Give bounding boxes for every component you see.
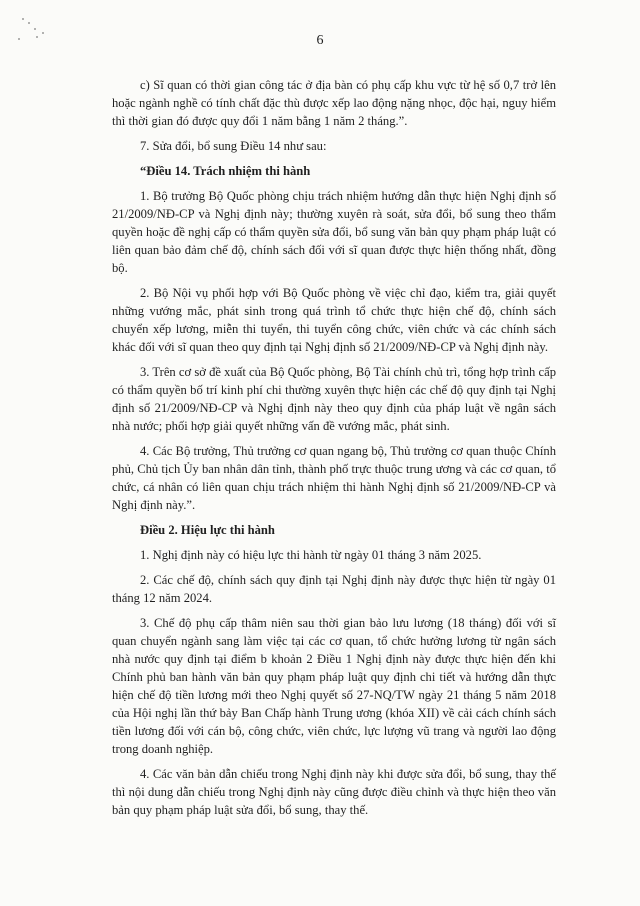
- article-14-clause-3: 3. Trên cơ sở đề xuất của Bộ Quốc phòng, Bộ Tài chính chủ trì, tổng hợp trình cấp có thẩm quyền bố trí kinh phí chi thường xuyên thực hiện các chế độ quy định tại Nghị định số 21/2009/NĐ-CP và Nghị định này theo quy định của pháp luật về ngân sách nhà nước; phối hợp giải quyết những vấn đề vướng mắc, phát sinh.: [112, 365, 556, 433]
- article-2-clause-3: 3. Chế độ phụ cấp thâm niên sau thời gian bảo lưu lương (18 tháng) đối với sĩ quan chuyển ngành sang làm việc tại các cơ quan, tổ chức hưởng lương từ ngân sách nhà nước quy định tại điểm b khoản 2 Điều 1 Nghị định này được thực hiện đến khi Chính phủ ban hành văn bản quy phạm pháp luật quy định chi tiết và hướng dẫn thực hiện chế độ tiền lương mới theo Nghị quyết số 27-NQ/TW ngày 21 tháng 5 năm 2018 của Hội nghị lần thứ bảy Ban Chấp hành Trung ương (khóa XII) về cải cách chính sách tiền lương đối với cán bộ, công chức, viên chức, lực lượng vũ trang và người lao động trong doanh nghiệp.: [112, 616, 556, 756]
- page-number: 6: [316, 33, 324, 48]
- article-14-heading: “Điều 14. Trách nhiệm thi hành: [140, 164, 311, 178]
- article-2-clause-4: 4. Các văn bản dẫn chiếu trong Nghị định này khi được sửa đổi, bổ sung, thay thế thì nội dung dẫn chiếu trong Nghị định này cũng được điều chỉnh và thực hiện theo văn bản quy phạm pháp luật sửa đổi, bổ sung, thay thế.: [112, 767, 556, 817]
- paragraph-clause-c: c) Sĩ quan có thời gian công tác ở địa bàn có phụ cấp khu vực từ hệ số 0,7 trở lên hoặc ngành nghề có tính chất đặc thù được xếp lao động nặng nhọc, độc hại, nguy hiểm thì thời gian đó được quy đổi 1 năm bằng 1 năm 2 tháng.”.: [112, 78, 556, 128]
- paragraph-amend-article-14: 7. Sửa đổi, bổ sung Điều 14 như sau:: [140, 139, 327, 153]
- article-2-clause-2: 2. Các chế độ, chính sách quy định tại Nghị định này được thực hiện từ ngày 01 tháng 12 năm 2024.: [112, 573, 556, 605]
- article-2-clause-1: 1. Nghị định này có hiệu lực thi hành từ ngày 01 tháng 3 năm 2025.: [140, 548, 482, 562]
- article-14-clause-2: 2. Bộ Nội vụ phối hợp với Bộ Quốc phòng về việc chỉ đạo, kiểm tra, giải quyết những vướng mắc, phát sinh trong quá trình tổ chức thực hiện chế độ, chính sách chuyển xếp lương, miễn thi tuyển, thi tuyển công chức, viên chức và các chính sách khác đối với sĩ quan theo quy định tại Nghị định số 21/2009/NĐ-CP và Nghị định này.: [112, 286, 556, 354]
- article-2-heading: Điều 2. Hiệu lực thi hành: [140, 523, 275, 537]
- article-14-clause-4: 4. Các Bộ trưởng, Thủ trưởng cơ quan ngang bộ, Thủ trưởng cơ quan thuộc Chính phủ, Chủ tịch Ủy ban nhân dân tỉnh, thành phố trực thuộc trung ương và các cơ quan, tổ chức, cá nhân có liên quan chịu trách nhiệm thi hành Nghị định số 21/2009/NĐ-CP và Nghị định này.”.: [112, 444, 556, 512]
- article-14-clause-1: 1. Bộ trưởng Bộ Quốc phòng chịu trách nhiệm hướng dẫn thực hiện Nghị định số 21/2009/NĐ-CP và Nghị định này; thường xuyên rà soát, sửa đổi, bổ sung theo thẩm quyền hoặc đề nghị cấp có thẩm quyền sửa đổi, bổ sung văn bản quy phạm pháp luật có liên quan bảo đảm chế độ, chính sách đối với sĩ quan được thực hiện thống nhất, đồng bộ.: [112, 189, 556, 275]
- document-body: [112, 76, 556, 826]
